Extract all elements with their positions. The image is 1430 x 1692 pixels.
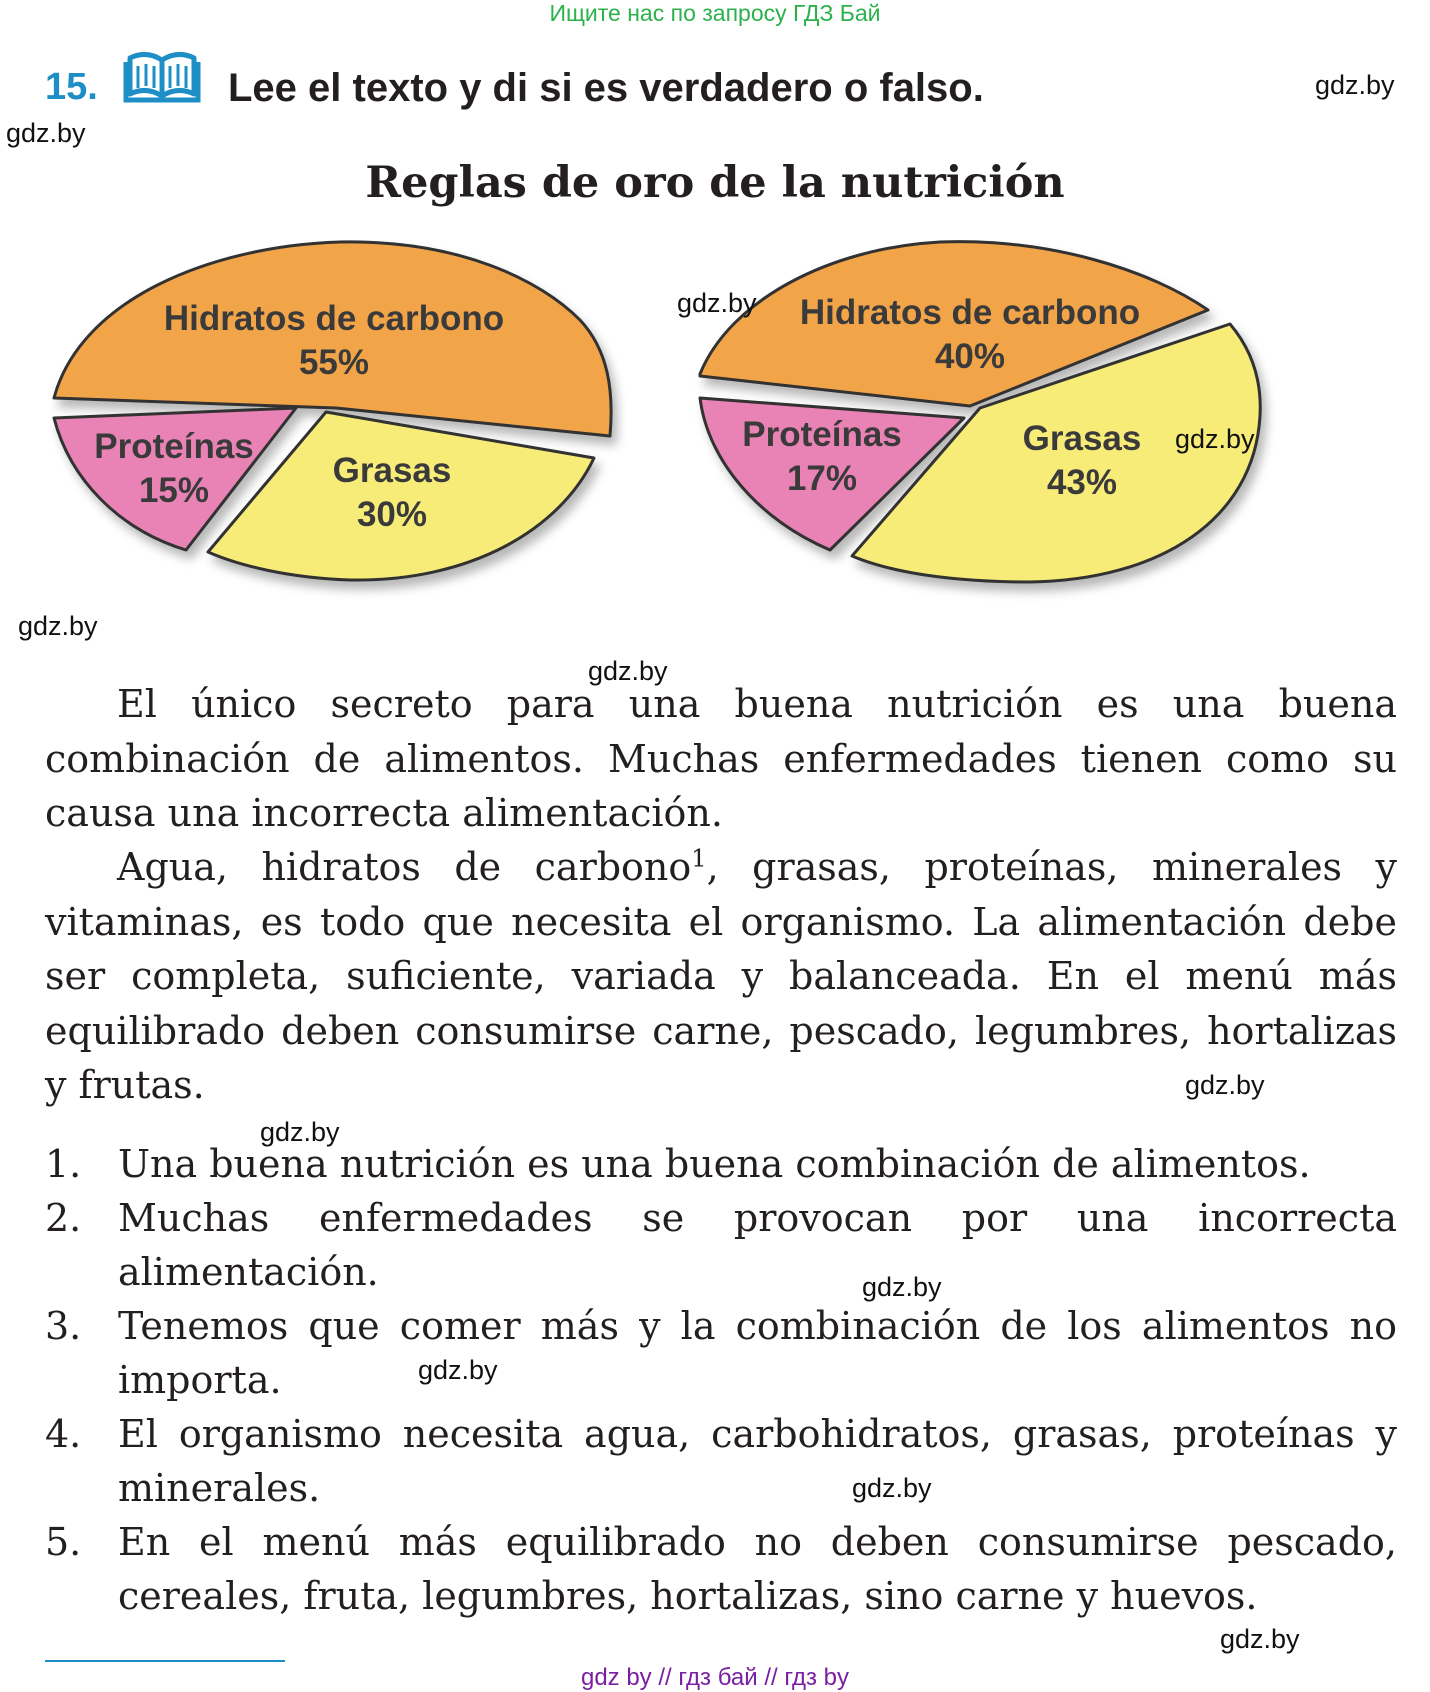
statement-number: 2. (45, 1196, 82, 1240)
top-banner: Ищите нас по запросу ГДЗ Бай (549, 0, 881, 26)
statement-item (45, 1137, 1397, 1191)
footnote-marker: 1 (691, 844, 707, 873)
statement-item (45, 1407, 1397, 1515)
paragraph-1-text: El único secreto para una buena nutrición es una buena combinación de alimentos. Muchas enfermedades tienen como su causa una incorrecta alimentación. (45, 682, 1397, 835)
paragraph-2-text-after: , grasas, proteínas, minerales y vitaminas, es todo que necesita el organismo. La alimentación debe ser completa, suficiente, variada y balanceada. En el menú más equilibrado deben consumirse carne, pescado, legumbres, hortalizas y frutas. (45, 845, 1397, 1107)
watermark: gdz.by (852, 1473, 932, 1503)
statement-item (45, 1515, 1397, 1623)
paragraph-1 (45, 677, 1397, 841)
watermark: gdz.by (677, 288, 757, 318)
statement-item (45, 1191, 1397, 1299)
footnote-divider (45, 1660, 285, 1662)
watermark: gdz.by (418, 1355, 498, 1385)
watermark: gdz.by (1175, 424, 1255, 454)
label-proteinas-2: Proteínas (742, 415, 902, 454)
statement-item (45, 1299, 1397, 1407)
value-grasas-1: 30% (356, 495, 428, 534)
exercise-number: 15. (45, 66, 98, 108)
watermark: gdz.by (6, 118, 86, 148)
bottom-banner: gdz by // гдз бай // гдз by (580, 1664, 850, 1691)
watermark: gdz.by (862, 1272, 942, 1302)
statement-number: 4. (45, 1412, 82, 1456)
statement-text: Tenemos que comer más y la combinación de los alimentos no importa. (118, 1304, 1397, 1402)
watermark: gdz.by (1185, 1070, 1265, 1100)
label-grasas-1: Grasas (332, 451, 452, 490)
statement-number: 1. (45, 1142, 82, 1186)
label-grasas-2: Grasas (1022, 419, 1142, 458)
label-hidratos-2: Hidratos de carbono (799, 293, 1141, 332)
reading-title: Reglas de oro de la nutrición (365, 158, 1065, 208)
watermark: gdz.by (260, 1117, 340, 1147)
statement-number: 5. (45, 1520, 82, 1564)
value-hidratos-2: 40% (934, 337, 1006, 376)
statement-text: Muchas enfermedades se provocan por una incorrecta alimentación. (118, 1196, 1397, 1294)
statement-text: En el menú más equilibrado no deben consumirse pescado, cereales, fruta, legumbres, hortalizas, sino carne y huevos. (118, 1520, 1397, 1618)
value-grasas-2: 43% (1046, 463, 1118, 502)
slice-hidratos-1 (54, 242, 611, 436)
statement-text: El organismo necesita agua, carbohidratos, grasas, proteínas y minerales. (118, 1412, 1397, 1510)
pie-chart-1 (54, 242, 611, 580)
watermark: gdz.by (588, 656, 668, 686)
value-proteinas-1: 15% (138, 471, 210, 510)
statement-text: Una buena nutrición es una buena combinación de alimentos. (118, 1142, 1311, 1186)
statement-number: 3. (45, 1304, 82, 1348)
open-book-icon (122, 48, 202, 106)
label-hidratos-1: Hidratos de carbono (163, 299, 505, 338)
watermark: gdz.by (1315, 70, 1395, 100)
watermark: gdz.by (18, 611, 98, 641)
paragraph-2-text-before: Agua, hidratos de carbono (117, 845, 692, 889)
value-hidratos-1: 55% (298, 343, 370, 382)
label-proteinas-1: Proteínas (94, 427, 254, 466)
statements-list (45, 1137, 1397, 1623)
value-proteinas-2: 17% (786, 459, 858, 498)
exercise-instruction: Lee el texto y di si es verdadero o falso. (228, 66, 984, 110)
watermark: gdz.by (1220, 1624, 1300, 1654)
